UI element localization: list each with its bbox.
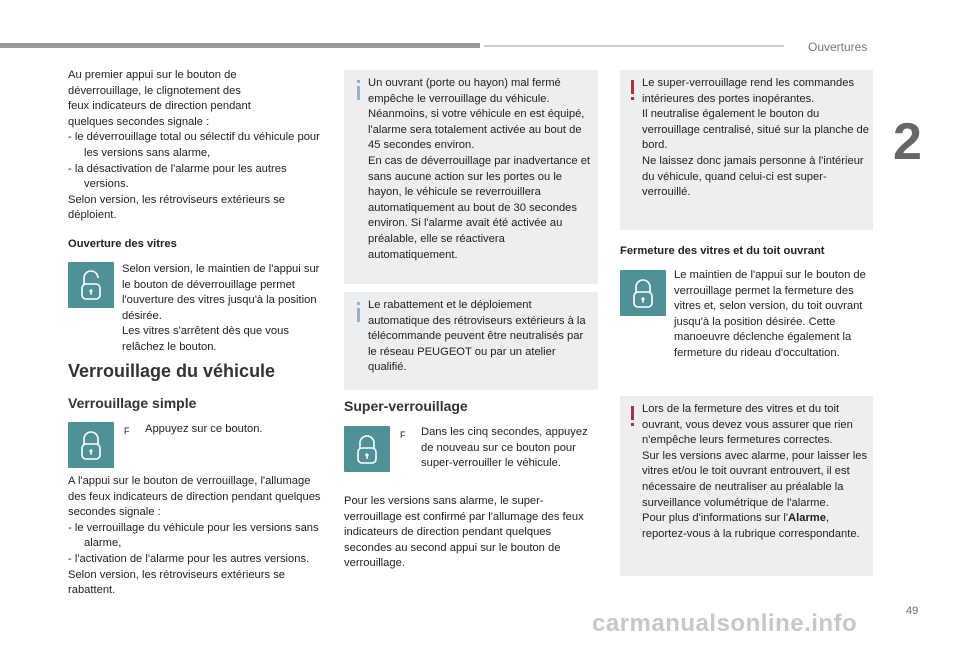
intro-line: quelques secondes signale : — [68, 115, 210, 128]
warning-box — [620, 396, 873, 576]
bullet-marker: F — [400, 430, 406, 440]
info-text: Le rabattement et le déploiement automatique des rétroviseurs extérieurs à la télécommande peuvent être neutralisés par le réseau PEUGEOT ou par un atelier qualifié. — [368, 299, 586, 374]
warning-text: Le super-verrouillage rend les commandes intérieures des portes inopérantes. Il neutralise également le bouton du verrouillage centralisé, situé sur la planche de bord. Ne laissez donc jamais personne à l'intérieur du véhicule, quand celui-ci est super-verrouillé. — [642, 77, 869, 199]
warning-text: Lors de la fermeture des vitres et du toit ouvrant, vous devez vous assurer que rien n'empêche leurs fermetures correctes. Sur les versions avec alarme, pour laisser les vitres et/ou le toit ouvrant entrouvert, il est nécessaire de neutraliser au préalable la surveillance volumétrique de l'alarme. Pour plus d'informations sur l'Alarme, reportez-vous à la rubrique correspondante. — [642, 403, 868, 540]
unlock-intro — [68, 68, 330, 224]
list-item: - le verrouillage du véhicule pour les versions sans alarme, — [68, 521, 319, 550]
header-bar — [0, 43, 480, 48]
warning-box — [620, 70, 873, 230]
info-box — [344, 70, 598, 284]
super-lock-after-text: Pour les versions sans alarme, le super-verrouillage est confirmé par l'allumage des feux indicateurs de direction pendant quelques secondes au second appui sur le bouton de verrouillage. — [344, 495, 584, 570]
info-text: Un ouvrant (porte ou hayon) mal fermé empêche le verrouillage du véhicule. Néanmoins, si votre véhicule en est équipé, l'alarme sera totalement activée au bout de 45 secondes environ. En cas de déverrouillage par inadvertance et sans aucune action sur les portes ou le hayon, le véhicule se reverrouillera automatiquement au bout de 30 secondes environ. Si l'alarme avait été activée au préalable, elle se réactivera automatiquement. — [368, 77, 591, 261]
warning-icon — [631, 80, 634, 94]
chapter-number: 2 — [893, 113, 922, 171]
list-item: - l'activation de l'alarme pour les autres versions. — [68, 552, 310, 565]
super-lock-press-text: Dans les cinq secondes, appuyez de nouveau sur ce bouton pour super-verrouiller le véhicule. — [421, 426, 588, 470]
section-label: Ouvertures — [808, 40, 868, 54]
page-title: Verrouillage du véhicule — [68, 361, 276, 381]
header-bar-light — [484, 45, 784, 47]
intro-line: feux indicateurs de direction pendant — [68, 100, 251, 113]
padlock-open-icon — [68, 262, 114, 308]
warning-icon — [631, 406, 634, 420]
close-text: Le maintien de l'appui sur le bouton de verrouillage permet la fermeture des vitres et, selon version, du toit ouvrant jusqu'à la position désirée. Cette manoeuvre déclenche également la fermeture du rideau d'occultation. — [674, 269, 866, 359]
windows-heading: Ouverture des vitres — [68, 238, 177, 250]
page-number: 49 — [906, 605, 919, 617]
intro-end: Selon version, les rétroviseurs extérieurs se déploient. — [68, 193, 286, 222]
subsection-title: Verrouillage simple — [68, 395, 197, 411]
intro-line: déverrouillage, le clignotement des — [68, 84, 241, 97]
list-item: - le déverrouillage total ou sélectif du véhicule pour les versions sans alarme, — [68, 131, 320, 159]
alarm-reference: Alarme — [788, 512, 826, 525]
padlock-closed-icon — [68, 422, 114, 468]
padlock-closed-icon — [344, 426, 390, 472]
watermark: carmanualsonline.info — [592, 610, 858, 637]
info-icon — [357, 86, 360, 100]
windows-text: Selon version, le maintien de l'appui sur le bouton de déverrouillage permet l'ouverture des vitres jusqu'à la position désirée. Les vitres s'arrêtent dès que vous relâchez le bouton. — [122, 263, 320, 353]
bullet-marker: F — [124, 426, 130, 436]
list-item: - la désactivation de l'alarme pour les autres versions. — [68, 162, 287, 191]
padlock-closed-icon — [620, 270, 666, 316]
close-heading: Fermeture des vitres et du toit ouvrant — [620, 245, 825, 257]
info-box — [344, 292, 598, 390]
lock-text: A l'appui sur le bouton de verrouillage, l'allumage des feux indicateurs de direction pendant quelques secondes signale : - le verrouillage du véhicule pour les versions sans alarme, - l'activation de l'alarme pour les autres versions. Selon version, les rétroviseurs extérieurs se rabattent. — [68, 474, 330, 599]
intro-line: Au premier appui sur le bouton de — [68, 69, 237, 81]
info-icon — [357, 308, 360, 322]
press-text: Appuyez sur ce bouton. — [145, 423, 263, 435]
super-lock-heading: Super-verrouillage — [344, 398, 468, 414]
